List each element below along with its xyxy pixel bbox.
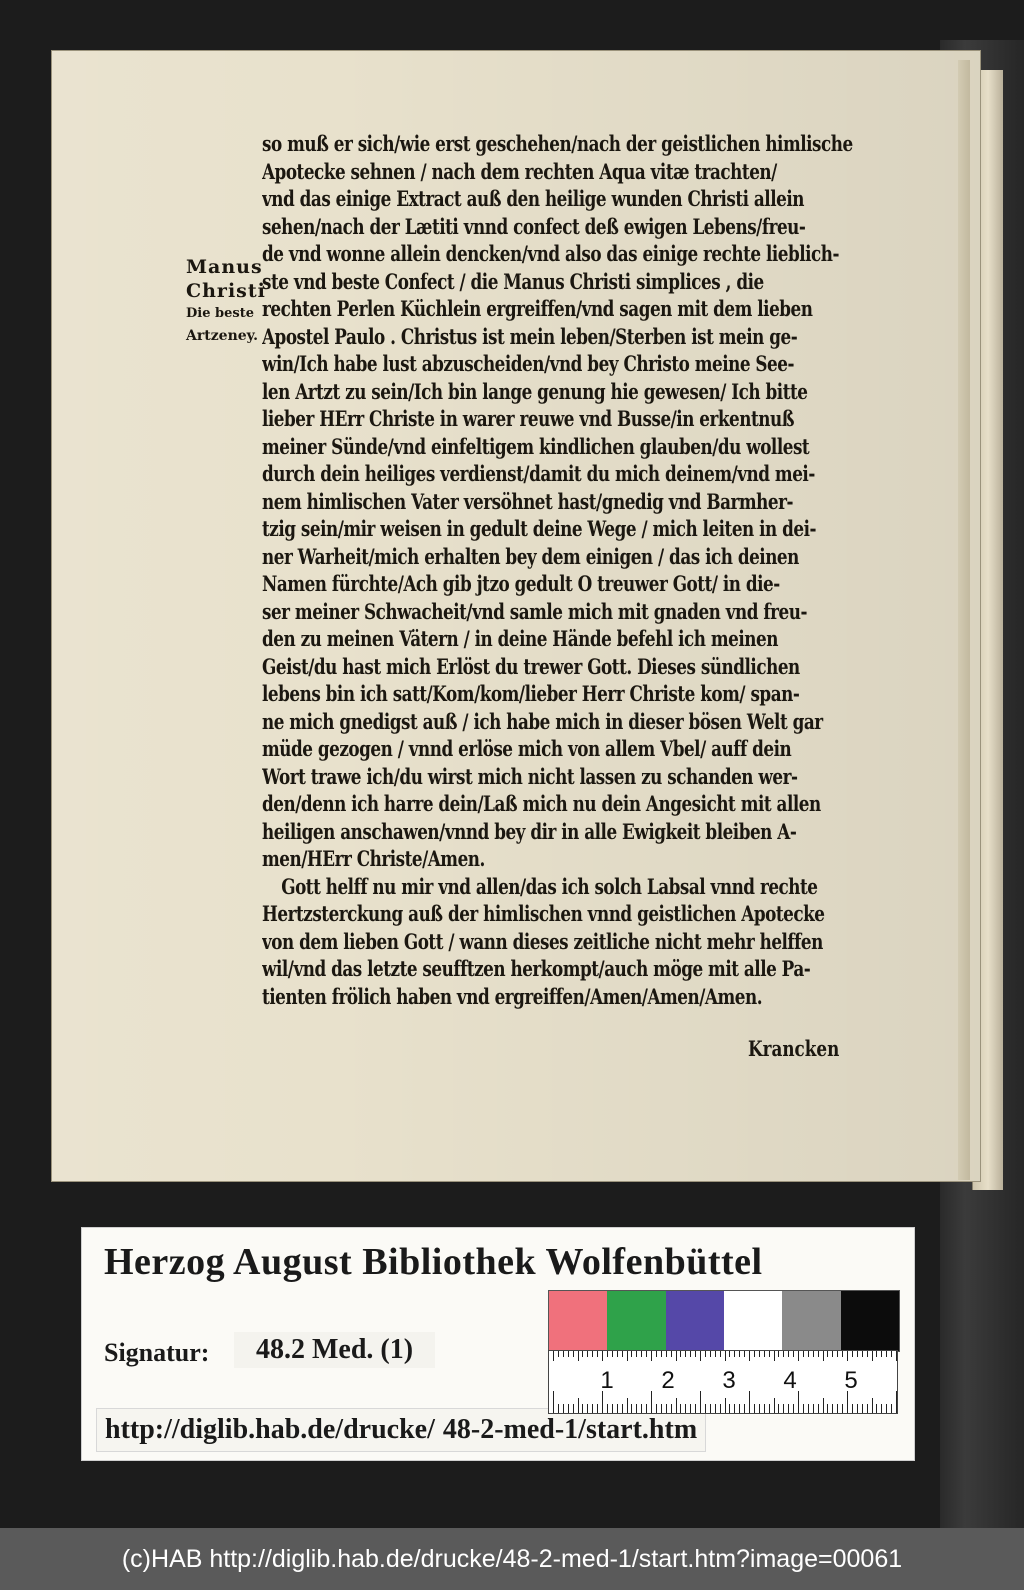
ruler-tick [788, 1404, 789, 1413]
ruler-tick [720, 1351, 721, 1357]
ruler-tick [808, 1404, 809, 1413]
ruler-tick [759, 1351, 760, 1357]
ruler-tick [872, 1398, 873, 1413]
ruler-tick [734, 1351, 735, 1357]
ruler-tick [857, 1351, 858, 1357]
ruler-tick [832, 1351, 833, 1357]
ruler-tick [867, 1404, 868, 1413]
ruler-tick [563, 1404, 564, 1413]
library-title: Herzog August Bibliothek Wolfenbüttel [104, 1241, 763, 1283]
signatur-label: Signatur: [104, 1338, 210, 1367]
ruler-tick [627, 1398, 628, 1413]
ruler-tick [769, 1404, 770, 1413]
ruler-tick [582, 1351, 583, 1357]
ruler-tick [651, 1351, 652, 1361]
ruler-tick [842, 1404, 843, 1413]
ruler-tick [872, 1351, 873, 1361]
ruler-tick [715, 1351, 716, 1357]
marginal-line: Artzeney. [186, 328, 259, 344]
ruler-tick [891, 1404, 892, 1413]
ruler-tick [744, 1351, 745, 1357]
ruler-tick [573, 1351, 574, 1357]
ruler-tick [636, 1404, 637, 1413]
text-line: sehen/nach der Lætiti vnnd confect deß ewigen Lebens/freu- [262, 213, 806, 239]
text-line: so muß er sich/wie erst geschehen/nach der geistlichen himlische [262, 131, 853, 156]
ruler-tick [602, 1351, 603, 1361]
ruler-tick [573, 1404, 574, 1413]
text-line: meiner Sünde/vnd einfeltigem kindlichen glauben/du wollest [262, 433, 810, 459]
text-line: den/denn ich harre dein/Laß mich nu dein Angesicht mit allen [262, 791, 821, 816]
text-line: von dem lieben Gott / wann dieses zeitliche nicht mehr helffen [262, 928, 823, 954]
ruler-tick [680, 1351, 681, 1357]
ruler-tick [705, 1404, 706, 1413]
ruler-tick [553, 1391, 554, 1413]
text-line: Wort trawe ich/du wirst mich nicht lassen zu schanden wer- [262, 763, 798, 789]
text-line: Namen fürchte/Ach gib jtzo gedult O treuwer Gott/ in die- [262, 571, 780, 596]
color-swatch [607, 1291, 665, 1351]
ruler-tick [847, 1351, 848, 1361]
ruler-tick [896, 1351, 897, 1361]
text-line: Geist/du hast mich Erlöst du trewer Gott. Dieses sündlichen [262, 653, 800, 679]
text-line: lieber HErr Christe in warer reuwe vnd Busse/in erkentnuß [262, 406, 795, 431]
text-line: len Artzt zu sein/Ich bin lange genung hie gewesen/ Ich bitte [262, 378, 808, 404]
ruler-tick [759, 1404, 760, 1413]
text-line: tienten frölich haben vnd ergreiffen/Amen/Amen/Amen. [262, 983, 763, 1009]
ruler-tick [876, 1404, 877, 1413]
ruler-tick [607, 1351, 608, 1357]
ruler-tick [656, 1351, 657, 1357]
page-body-text [262, 130, 862, 1010]
ruler-number: 5 [844, 1367, 858, 1394]
ruler-tick [823, 1351, 824, 1361]
ruler-tick [729, 1351, 730, 1357]
ruler-tick [739, 1404, 740, 1413]
ruler-tick [725, 1351, 726, 1361]
catchword: Krancken [748, 1036, 840, 1061]
ruler-tick [778, 1404, 779, 1413]
ruler-tick [749, 1351, 750, 1361]
ruler-tick [754, 1351, 755, 1357]
ruler-tick [592, 1404, 593, 1413]
ruler-tick [671, 1351, 672, 1357]
ruler-tick [725, 1398, 726, 1413]
ruler-tick [578, 1351, 579, 1361]
ruler-tick [646, 1351, 647, 1357]
url-base: http://diglib.hab.de/drucke/ [105, 1414, 435, 1445]
ruler-tick [641, 1351, 642, 1357]
ruler-tick [661, 1404, 662, 1413]
ruler-tick [617, 1404, 618, 1413]
text-line: den zu meinen Vätern / in deine Hände befehl ich meinen [262, 626, 778, 651]
ruler-tick [627, 1351, 628, 1361]
text-line: Hertzsterckung auß der himlischen vnnd geistlichen Apotecke [262, 901, 825, 926]
ruler-tick [685, 1351, 686, 1357]
ruler-tick [597, 1351, 598, 1357]
ruler-tick [867, 1351, 868, 1357]
text-line: Apostel Paulo . Christus ist mein leben/Sterben ist mein ge- [262, 323, 798, 349]
ruler-tick [622, 1404, 623, 1413]
ruler-tick [690, 1351, 691, 1357]
text-line: win/Ich habe lust abzuscheiden/vnd bey Christo meine See- [262, 351, 794, 376]
ruler-tick [656, 1404, 657, 1413]
text-line: rechten Perlen Küchlein ergreiffen/vnd sagen mit dem lieben [262, 296, 813, 321]
ruler-tick [734, 1404, 735, 1413]
ruler-tick [651, 1391, 652, 1413]
ruler-tick [862, 1351, 863, 1357]
ruler-tick [631, 1404, 632, 1413]
ruler-tick [852, 1404, 853, 1413]
ruler-tick [592, 1351, 593, 1357]
marginal-line: Christi [186, 280, 266, 302]
color-swatch [549, 1291, 607, 1351]
color-swatch [724, 1291, 782, 1351]
marginal-line: Die beste [186, 306, 254, 321]
text-line: ne mich gnedigst auß / ich habe mich in dieser bösen Welt gar [262, 708, 823, 734]
ruler-tick [568, 1404, 569, 1413]
ruler-tick [881, 1404, 882, 1413]
ruler-tick [837, 1404, 838, 1413]
ruler-tick [886, 1351, 887, 1357]
ruler-tick [744, 1404, 745, 1413]
ruler-tick [558, 1351, 559, 1357]
text-line: Apotecke sehnen / nach dem rechten Aqua vitæ trachten/ [262, 158, 777, 184]
page-edge-shadow [958, 60, 970, 1180]
ruler-tick [891, 1351, 892, 1357]
ruler-tick [636, 1351, 637, 1357]
scale-ruler [548, 1350, 898, 1414]
ruler-tick [622, 1351, 623, 1357]
ruler-tick [597, 1404, 598, 1413]
text-line: Gott helff nu mir vnd allen/das ich solch Labsal vnnd rechte [281, 873, 818, 899]
ruler-tick [671, 1404, 672, 1413]
ruler-tick [729, 1404, 730, 1413]
color-swatch [841, 1291, 899, 1351]
ruler-tick [876, 1351, 877, 1357]
ruler-tick [617, 1351, 618, 1357]
text-line: lebens bin ich satt/Kom/kom/lieber Herr Christe kom/ span- [262, 681, 800, 706]
ruler-tick [857, 1404, 858, 1413]
ruler-tick [754, 1404, 755, 1413]
ruler-tick [680, 1404, 681, 1413]
ruler-tick [764, 1351, 765, 1357]
ruler-tick [886, 1404, 887, 1413]
ruler-tick [783, 1351, 784, 1357]
text-line: wil/vnd das letzte seufftzen herkompt/auch möge mit alle Pa- [262, 956, 811, 981]
ruler-tick [749, 1391, 750, 1413]
ruler-tick [823, 1398, 824, 1413]
ruler-tick [715, 1404, 716, 1413]
ruler-tick [631, 1351, 632, 1357]
ruler-tick [793, 1404, 794, 1413]
ruler-tick [803, 1404, 804, 1413]
ruler-tick [793, 1351, 794, 1357]
ruler-tick [813, 1404, 814, 1413]
color-calibration-bar [548, 1290, 900, 1352]
text-line: durch dein heiliges verdienst/damit du mich deinem/vnd mei- [262, 461, 815, 486]
text-line: tzig sein/mir weisen in gedult deine Wege / mich leiten in dei- [262, 516, 817, 541]
ruler-tick [881, 1351, 882, 1357]
ruler-tick [646, 1404, 647, 1413]
ruler-tick [568, 1351, 569, 1357]
ruler-tick [582, 1404, 583, 1413]
text-line: ner Warheit/mich erhalten bey dem einigen / das ich deinen [262, 543, 799, 569]
ruler-tick [710, 1351, 711, 1357]
ruler-tick [832, 1404, 833, 1413]
url-path: 48-2-med-1/start.htm [442, 1414, 698, 1445]
ruler-tick [818, 1351, 819, 1357]
ruler-tick [661, 1351, 662, 1357]
ruler-tick [783, 1404, 784, 1413]
ruler-number: 2 [661, 1367, 675, 1394]
ruler-tick [788, 1351, 789, 1357]
ruler-tick [666, 1351, 667, 1357]
ruler-tick [553, 1351, 554, 1361]
ruler-tick [695, 1404, 696, 1413]
color-swatch [782, 1291, 840, 1351]
text-line: ser meiner Schwacheit/vnd samle mich mit gnaden vnd freu- [262, 598, 807, 624]
marginal-line: Manus [186, 256, 263, 278]
ruler-tick [769, 1351, 770, 1357]
ruler-tick [837, 1351, 838, 1357]
ruler-tick [676, 1398, 677, 1413]
ruler-tick [778, 1351, 779, 1357]
ruler-tick [587, 1404, 588, 1413]
ruler-tick [695, 1351, 696, 1357]
ruler-tick [666, 1404, 667, 1413]
ruler-tick [720, 1404, 721, 1413]
ruler-tick [818, 1404, 819, 1413]
ruler-tick [700, 1351, 701, 1361]
ruler-number: 4 [783, 1367, 797, 1394]
ruler-tick [739, 1351, 740, 1357]
signatur-value: 48.2 Med. (1) [234, 1332, 435, 1368]
ruler-tick [862, 1404, 863, 1413]
text-line: men/HErr Christe/Amen. [262, 846, 485, 871]
ruler-tick [710, 1404, 711, 1413]
ruler-tick [705, 1351, 706, 1357]
ruler-tick [808, 1351, 809, 1357]
library-url [96, 1408, 706, 1452]
ruler-tick [700, 1391, 701, 1413]
ruler-number: 3 [722, 1367, 736, 1394]
text-line: vnd das einige Extract auß den heilige wunden Christi allein [262, 186, 804, 211]
ruler-tick [641, 1404, 642, 1413]
text-line: heiligen anschawen/vnnd bey dir in alle Ewigkeit bleiben A- [262, 818, 797, 844]
ruler-number: 1 [600, 1367, 614, 1394]
text-line: nem himlischen Vater versöhnet hast/gnedig vnd Barmher- [262, 488, 793, 514]
ruler-tick [676, 1351, 677, 1361]
ruler-tick [558, 1404, 559, 1413]
ruler-tick [612, 1404, 613, 1413]
library-reference-card [82, 1228, 914, 1460]
ruler-tick [827, 1351, 828, 1357]
ruler-tick [798, 1351, 799, 1361]
ruler-tick [685, 1404, 686, 1413]
ruler-tick [803, 1351, 804, 1357]
ruler-tick [578, 1398, 579, 1413]
ruler-tick [690, 1404, 691, 1413]
ruler-tick [842, 1351, 843, 1357]
copyright-footer: (c)HAB http://diglib.hab.de/drucke/48-2-med-1/start.htm?image=00061 [0, 1528, 1024, 1590]
ruler-tick [813, 1351, 814, 1357]
ruler-tick [587, 1351, 588, 1357]
color-swatch [666, 1291, 724, 1351]
ruler-tick [563, 1351, 564, 1357]
ruler-tick [764, 1404, 765, 1413]
text-line: ste vnd beste Confect / die Manus Christi simplices , die [262, 268, 764, 294]
ruler-tick [607, 1404, 608, 1413]
text-line: müde gezogen / vnnd erlöse mich von allem Vbel/ auff dein [262, 736, 792, 761]
ruler-tick [774, 1398, 775, 1413]
text-line: de vnd wonne allein dencken/vnd also das einige rechte lieblich- [262, 241, 840, 266]
ruler-tick [774, 1351, 775, 1361]
ruler-tick [896, 1391, 897, 1413]
ruler-tick [827, 1404, 828, 1413]
ruler-tick [852, 1351, 853, 1357]
ruler-tick [612, 1351, 613, 1357]
